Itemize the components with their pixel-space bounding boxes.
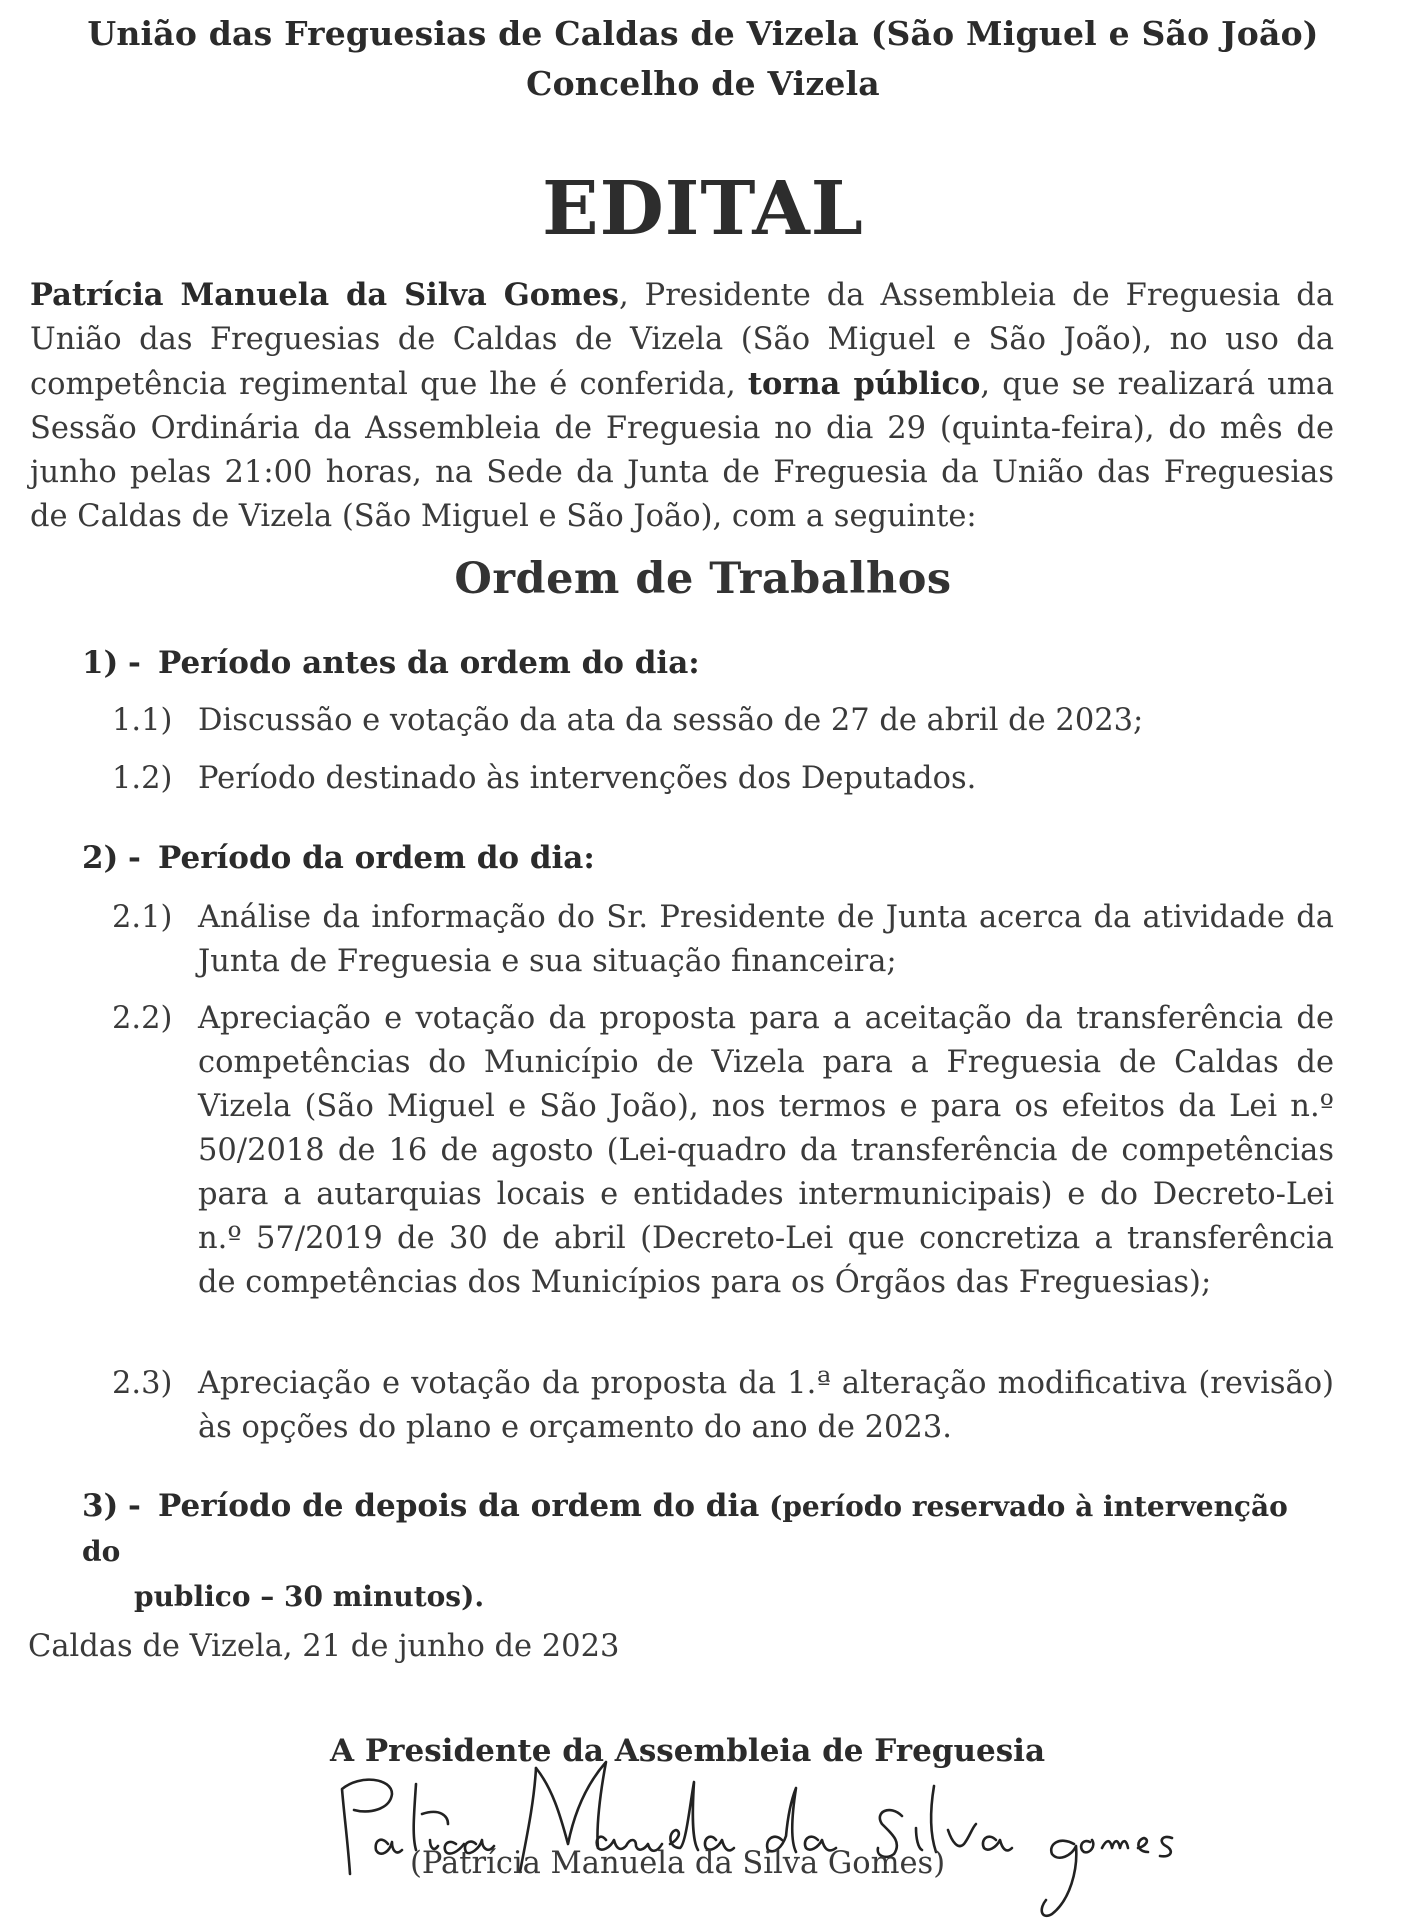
item-text: Apreciação e votação da proposta da 1.ª alteração modificativa (revisão) às opções do plano e orçamento do ano de 2023. (198, 1366, 1334, 1445)
item-text: Apreciação e votação da proposta para a aceitação da transferência de competências do Município de Vizela para a Freguesia de Caldas de Vizela (São Miguel e São João), nos termos e para os efeitos da Lei n.º 50/2018 de 16 de agosto (Lei-quadro da transferência de competências para a autarquias locais e entidades intermunicipais) e do Decreto-Lei n.º 57/2019 de 30 de abril (Decreto-Lei que concretiza a transferência de competências dos Municípios para os Órgãos das Freguesias); (198, 1001, 1334, 1300)
signatory-role: A Presidente da Assembleia de Freguesia (330, 1733, 1046, 1769)
document-title: EDITAL (542, 166, 864, 252)
place-and-date: Caldas de Vizela, 21 de junho de 2023 (28, 1629, 620, 1664)
agenda-section-3: 3) - Período de depois da ordem do dia (período reservado à intervenção do publico – 30 minutos). (82, 1484, 1334, 1619)
item-number: 1.2) (112, 761, 173, 796)
president-name: Patrícia Manuela da Silva Gomes (30, 277, 619, 313)
item-text: Período destinado às intervenções dos Deputados. (198, 761, 977, 796)
item-number: 1.1) (112, 703, 173, 738)
agenda-item (112, 757, 1334, 801)
handwritten-signature (330, 1744, 1190, 1919)
item-text: Discussão e votação da ata da sessão de 27 de abril de 2023; (198, 703, 1144, 738)
agenda-section-2: 2) - Período da ordem do dia: (82, 836, 1334, 880)
intro-emphasis: torna público (747, 366, 981, 402)
agenda-item (112, 699, 1334, 743)
header-municipality: Concelho de Vizela (526, 64, 880, 103)
signatory-printed-name: (Patrícia Manuela da Silva Gomes) (410, 1846, 946, 1881)
parish-seal-icon (612, 0, 742, 8)
section-note-continued: publico – 30 minutos). (134, 1580, 485, 1613)
intro-text-a: , Presidente da Assembleia de Freguesia da União das Freguesias de Caldas de Vizela (São Miguel e São João), no uso da competência regimental que lhe é conferida, (30, 278, 1334, 402)
agenda-item (112, 997, 1334, 1305)
agenda-item (112, 1362, 1334, 1450)
section-note: (período reservado à intervenção do (82, 1490, 1288, 1568)
header-parish-name: União das Freguesias de Caldas de Vizela (São Miguel e São João) (87, 14, 1319, 53)
section-number: 3) (82, 1488, 119, 1524)
item-number: 2.2) (112, 1001, 173, 1036)
section-number: 2) (82, 840, 119, 876)
intro-paragraph (30, 273, 1334, 539)
section-title: Período antes da ordem do dia: (158, 645, 700, 681)
item-number: 2.3) (112, 1366, 173, 1401)
section-title: Período de depois da ordem do dia (158, 1488, 760, 1524)
item-number: 2.1) (112, 900, 173, 935)
agenda-item (112, 896, 1334, 984)
section-number: 1) (82, 645, 119, 681)
section-title: Período da ordem do dia: (158, 840, 595, 876)
agenda-title: Ordem de Trabalhos (454, 554, 952, 604)
intro-text-b: , que se realizará uma Sessão Ordinária da Assembleia de Freguesia no dia 29 (quinta-feira), do mês de junho pelas 21:00 horas, na Sede da Junta de Freguesia da União das Freguesias de Caldas de Vizela (São Miguel e São João), com a seguinte: (30, 367, 1334, 534)
item-text: Análise da informação do Sr. Presidente de Junta acerca da atividade da Junta de Freguesia e sua situação financeira; (198, 900, 1334, 979)
agenda-section-1: 1) - Período antes da ordem do dia: (82, 641, 1334, 685)
